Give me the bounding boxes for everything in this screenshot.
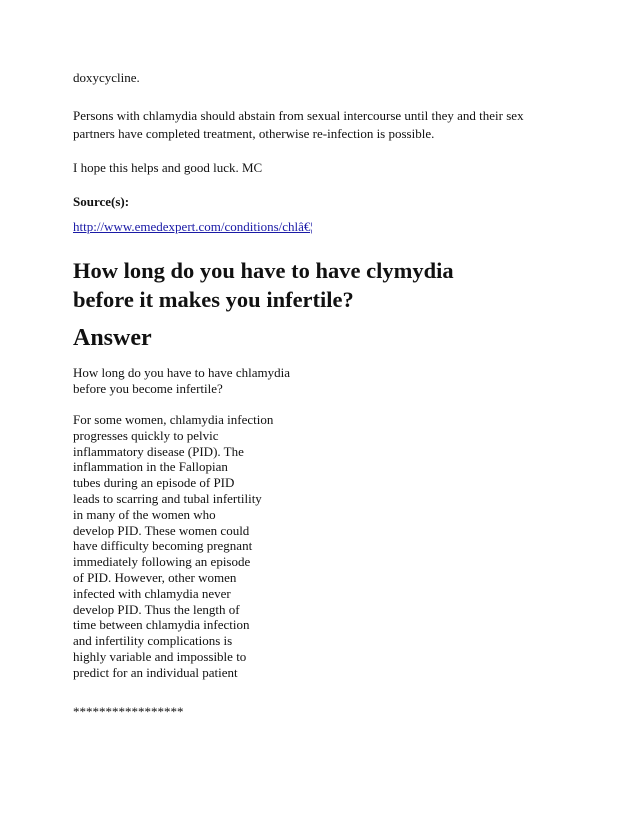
- paragraph-abstain-line-2: partners have completed treatment, otherwise re-infection is possible.: [73, 126, 435, 141]
- answer-body-line: highly variable and impossible to: [73, 648, 247, 664]
- paragraph-abstain-line-1: Persons with chlamydia should abstain from sexual intercourse until they and their sex: [73, 108, 524, 123]
- question-title-line-2: before it makes you infertile?: [73, 287, 354, 312]
- answer-body-line: predict for an individual patient: [73, 664, 238, 680]
- answer-body-line: For some women, chlamydia infection: [73, 412, 274, 427]
- answer-body-line: and infertility complications is: [73, 633, 233, 649]
- answer-intro: [73, 365, 290, 397]
- answer-body-line: inflammatory disease (PID). The: [73, 443, 244, 459]
- answer-body-line: progresses quickly to pelvic: [73, 427, 219, 443]
- answer-body-line: inflammation in the Fallopian: [73, 459, 228, 475]
- answer-intro-line: How long do you have to have chlamydia: [73, 365, 290, 380]
- source-label: Source(s):: [73, 194, 130, 209]
- answer-heading: Answer: [73, 325, 152, 351]
- answer-intro-line: before you become infertile?: [73, 380, 223, 396]
- answer-body-line: tubes during an episode of PID: [73, 475, 235, 491]
- answer-body-line: immediately following an episode: [73, 554, 251, 570]
- answer-body-line: have difficulty becoming pregnant: [73, 538, 253, 554]
- answer-body: [73, 412, 273, 681]
- answer-body-line: infected with chlamydia never: [73, 585, 231, 601]
- answer-body-line: in many of the women who: [73, 506, 216, 522]
- question-title-line-1: How long do you have to have clymydia: [73, 258, 454, 283]
- paragraph-good-luck: I hope this helps and good luck. MC: [73, 160, 263, 175]
- text-doxycycline: doxycycline.: [73, 70, 140, 85]
- answer-body-line: time between chlamydia infection: [73, 617, 250, 633]
- answer-body-line: develop PID. These women could: [73, 522, 250, 538]
- asterisk-separator: *****************: [73, 704, 184, 719]
- answer-body-line: develop PID. Thus the length of: [73, 601, 240, 617]
- source-link[interactable]: http://www.emedexpert.com/conditions/chlâ€¦: [73, 219, 314, 234]
- answer-body-line: of PID. However, other women: [73, 569, 237, 585]
- answer-body-line: leads to scarring and tubal infertility: [73, 490, 262, 506]
